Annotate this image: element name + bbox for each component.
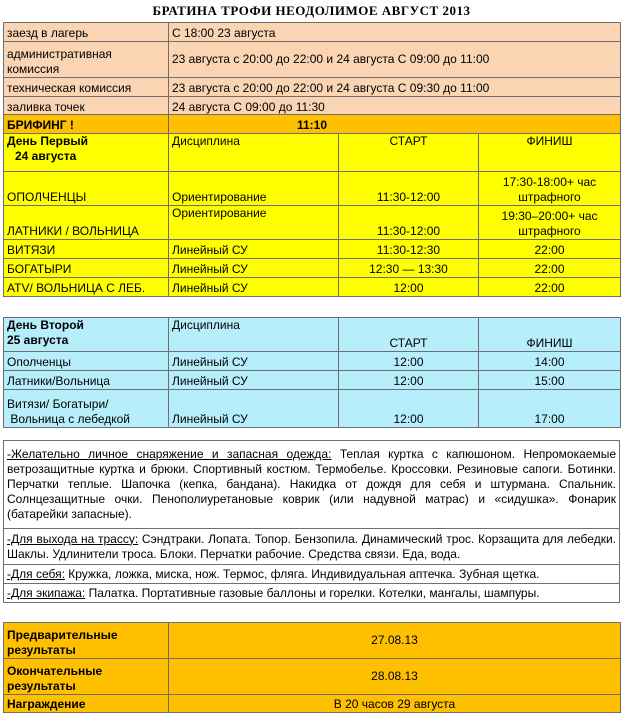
- finish-time: 17:00: [479, 390, 621, 428]
- finish-time: 19:30–20:00+ час штрафного: [479, 206, 621, 240]
- schedule-label: заезд в лагерь: [4, 23, 169, 42]
- table-row: [4, 278, 621, 297]
- finish-time: 22:00: [479, 259, 621, 278]
- class-name: ОПОЛЧЕНЦЫ: [4, 172, 169, 206]
- finish-time: 14:00: [479, 352, 621, 371]
- result-label: Награждение: [4, 695, 169, 713]
- schedule-label: техническая комиссия: [4, 78, 169, 97]
- day2-col-start: СТАРТ: [339, 318, 479, 352]
- schedule-value: 24 августа С 09:00 до 11:30: [169, 97, 621, 116]
- day1-title: День Первый 24 августа: [4, 134, 169, 172]
- class-name: Ополченцы: [4, 352, 169, 371]
- finish-time: 22:00: [479, 240, 621, 259]
- notes-table: [3, 440, 620, 603]
- note-row: [4, 584, 620, 603]
- note-row: [4, 441, 620, 529]
- note-text: -Для экипажа: Палатка. Портативные газовые баллоны и горелки. Котелки, мангалы, шампуры.: [4, 584, 620, 603]
- day2-col-discipline: Дисциплина: [169, 318, 339, 352]
- day1-header-row: [4, 134, 621, 172]
- discipline: Линейный СУ: [169, 259, 339, 278]
- class-name: БОГАТЫРИ: [4, 259, 169, 278]
- note-text: -Для выхода на трассу: Сэндтраки. Лопата. Топор. Бензопила. Динамический трос. Корзащита для лебедки. Шаклы. Удлинители троса. Блоки. Перчатки рабочие. Средства связи. Еда, вода.: [4, 529, 620, 565]
- day2-col-finish: ФИНИШ: [479, 318, 621, 352]
- table-row: [4, 259, 621, 278]
- finish-time: 17:30-18:00+ час штрафного: [479, 172, 621, 206]
- discipline: Ориентирование: [169, 206, 339, 240]
- briefing-time: 11:10: [169, 115, 621, 134]
- result-row: [4, 695, 621, 713]
- day2-header-row: [4, 318, 621, 352]
- class-name: ATV/ ВОЛЬНИЦА С ЛЕБ.: [4, 278, 169, 297]
- schedule-label: административная комиссия: [4, 42, 169, 78]
- discipline: Линейный СУ: [169, 278, 339, 297]
- start-time: 12:00: [339, 371, 479, 390]
- day1-table: [3, 114, 621, 297]
- table-row: [4, 206, 621, 240]
- discipline: Ориентирование: [169, 172, 339, 206]
- page-title: БРАТИНА ТРОФИ НЕОДОЛИМОЕ АВГУСТ 2013: [152, 3, 471, 18]
- day1-col-finish: ФИНИШ: [479, 134, 621, 172]
- start-time: 11:30-12:30: [339, 240, 479, 259]
- note-row: [4, 565, 620, 584]
- schedule-label: заливка точек: [4, 97, 169, 116]
- start-time: 12:00: [339, 390, 479, 428]
- result-value: 27.08.13: [169, 623, 621, 659]
- note-row: [4, 529, 620, 565]
- schedule-value: 23 августа с 20:00 до 22:00 и 24 августа С 09:30 до 11:00: [169, 78, 621, 97]
- result-row: [4, 659, 621, 695]
- table-row: [4, 371, 621, 390]
- result-label: Окончательные результаты: [4, 659, 169, 695]
- result-label: Предварительные результаты: [4, 623, 169, 659]
- class-name: ЛАТНИКИ / ВОЛЬНИЦА: [4, 206, 169, 240]
- briefing-label: БРИФИНГ !: [4, 115, 169, 134]
- result-row: [4, 623, 621, 659]
- table-row: [4, 352, 621, 371]
- note-text: -Для себя: Кружка, ложка, миска, нож. Термос, фляга. Индивидуальная аптечка. Зубная щетка.: [4, 565, 620, 584]
- table-row: [4, 390, 621, 428]
- class-name: ВИТЯЗИ: [4, 240, 169, 259]
- finish-time: 22:00: [479, 278, 621, 297]
- schedule-value: 23 августа с 20:00 до 22:00 и 24 августа С 09:00 до 11:00: [169, 42, 621, 78]
- class-name: Латники/Вольница: [4, 371, 169, 390]
- discipline: Линейный СУ: [169, 352, 339, 371]
- start-time: 11:30-12:00: [339, 172, 479, 206]
- results-table: [3, 622, 621, 713]
- class-name: Витязи/ Богатыри/ Вольница с лебедкой: [4, 390, 169, 428]
- schedule-value: С 18:00 23 августа: [169, 23, 621, 42]
- table-row: [4, 240, 621, 259]
- result-value: В 20 часов 29 августа: [169, 695, 621, 713]
- result-value: 28.08.13: [169, 659, 621, 695]
- schedule-table: [3, 22, 621, 116]
- table-row: [4, 172, 621, 206]
- schedule-row: [4, 97, 621, 116]
- start-time: 12:30 — 13:30: [339, 259, 479, 278]
- finish-time: 15:00: [479, 371, 621, 390]
- discipline: Линейный СУ: [169, 371, 339, 390]
- day1-col-start: СТАРТ: [339, 134, 479, 172]
- day1-col-discipline: Дисциплина: [169, 134, 339, 172]
- note-text: -Желательно личное снаряжение и запасная одежда: Теплая куртка с капюшоном. Непромокаемые ветрозащитные куртка и брюки. Спортивный костюм. Термобелье. Кроссовки. Резиновые сапоги. Ботинки. Перчатки теплые. Шапочка (кепка, бандана). Накидка от дождя для себя и штурмана. Спальник. Солнцезащитные очки. Пенополиуретановые коврик (или надувной матрас) и «сидушка». Фонарик (батарейки запасные).: [4, 441, 620, 529]
- day2-title: День Второй 25 августа: [4, 318, 169, 352]
- schedule-row: [4, 42, 621, 78]
- start-time: 12:00: [339, 278, 479, 297]
- discipline: Линейный СУ: [169, 390, 339, 428]
- briefing-row: [4, 115, 621, 134]
- schedule-row: [4, 78, 621, 97]
- day2-table: [3, 317, 621, 428]
- start-time: 11:30-12:00: [339, 206, 479, 240]
- start-time: 12:00: [339, 352, 479, 371]
- schedule-row: [4, 23, 621, 42]
- discipline: Линейный СУ: [169, 240, 339, 259]
